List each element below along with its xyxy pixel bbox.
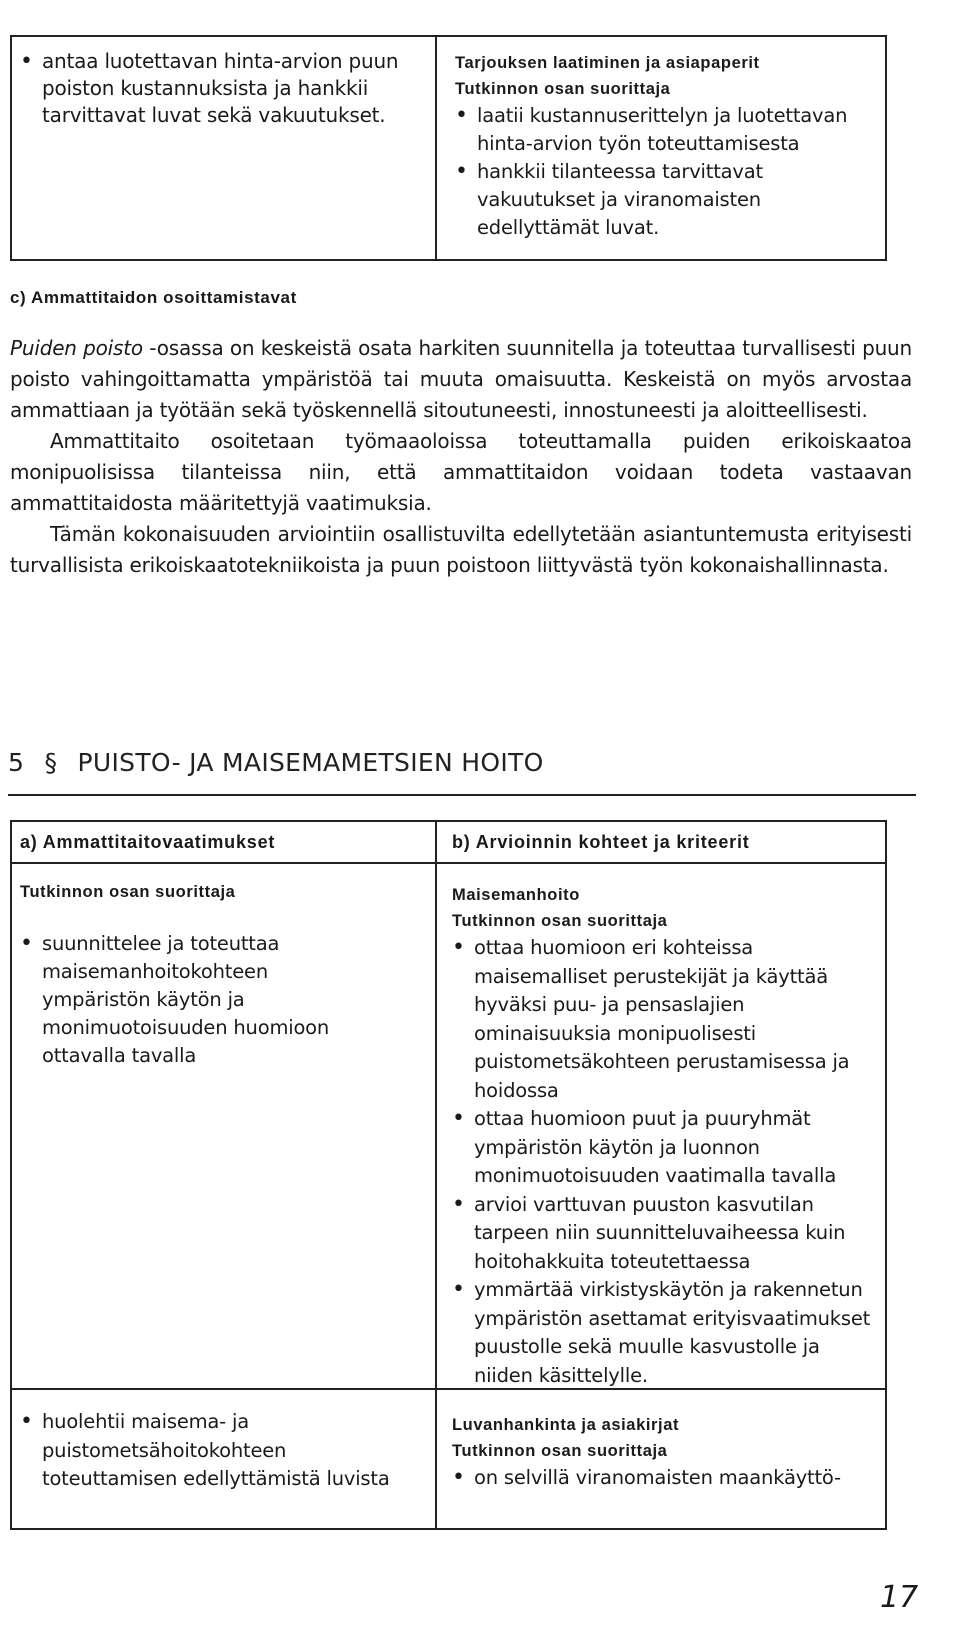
- paragraph-3: Tämän kokonaisuuden arviointiin osallistuvilta edellytetään asiantuntemusta erityisesti turvallisista erikoiskaatotekniikoista ja puun poistoon liittyvästä työn kokonaishallinnasta.: [10, 522, 912, 577]
- section-c-heading: c) Ammattitaidon osoittamistavat: [10, 288, 297, 307]
- list-item: • ottaa huomioon eri kohteissa maisemalliset perustekijät ja käyttää hyväksi puu- ja pensaslajien ominaisuuksia monipuolisesti puistometsäkohteen perustamisessa ja hoidossa: [452, 934, 877, 1105]
- row1-col-b: [452, 882, 877, 1390]
- row2-col-b: [452, 1412, 877, 1492]
- top-box-left-column: [20, 48, 420, 129]
- list-item: • antaa luotettavan hinta-arvion puun poiston kustannuksista ja hankkii tarvittavat luvat sekä vakuutukset.: [20, 48, 420, 129]
- paragraph-1: [10, 333, 912, 426]
- list-item: • on selvillä viranomaisten maankäyttö-: [452, 1464, 877, 1492]
- list-item: • laatii kustannuserittelyn ja luotettavan hinta-arvion työn toteuttamisesta: [455, 102, 875, 158]
- section-title: [8, 748, 544, 777]
- column-b-header: b) Arvioinnin kohteet ja kriteerit: [452, 832, 750, 852]
- row2-col-a: [20, 1408, 420, 1494]
- column-a-header: a) Ammattitaitovaatimukset: [20, 832, 276, 852]
- landscape-heading: Maisemanhoito: [452, 886, 580, 904]
- performer-subheading: Tutkinnon osan suorittaja: [20, 883, 236, 901]
- section-symbol: §: [44, 748, 58, 777]
- top-box-divider: [435, 35, 437, 261]
- list-item: • suunnittelee ja toteuttaa maisemanhoitokohteen ympäristön käytön ja monimuotoisuuden huomioon ottavalla tavalla: [20, 930, 420, 1070]
- row1-col-a: [20, 880, 420, 1070]
- performer-subheading: Tutkinnon osan suorittaja: [452, 912, 668, 930]
- permits-heading: Luvanhankinta ja asiakirjat: [452, 1416, 680, 1434]
- table-column-divider: [435, 820, 437, 1530]
- section-title-text: PUISTO- JA MAISEMAMETSIEN HOITO: [77, 748, 544, 777]
- section-number: 5: [8, 748, 25, 777]
- list-item: • hankkii tilanteessa tarvittavat vakuutukset ja viranomaisten edellyttämät luvat.: [455, 158, 875, 242]
- performer-subheading: Tutkinnon osan suorittaja: [455, 80, 671, 98]
- list-item: • ymmärtää virkistyskäytön ja rakennetun ympäristön asettamat erityisvaatimukset puustolle sekä muulle kasvustolle ja niiden käsittelylle.: [452, 1276, 877, 1390]
- section-title-rule: [8, 794, 916, 796]
- tender-heading: Tarjouksen laatiminen ja asiapaperit: [455, 54, 760, 72]
- italic-term: Puiden poisto: [10, 336, 143, 360]
- list-item: • huolehtii maisema- ja puistometsähoitokohteen toteuttamisen edellyttämistä luvista: [20, 1408, 420, 1494]
- section-c-body: [10, 333, 912, 581]
- top-box-right-column: [455, 50, 875, 242]
- page-number: 17: [880, 1580, 919, 1615]
- paragraph-2: Ammattitaito osoitetaan työmaaoloissa toteuttamalla puiden erikoiskaatoa monipuolisissa tilanteissa niin, että ammattitaidon voidaan todeta vastaavan ammattitaidosta määritettyjä vaatimuksia.: [10, 429, 912, 515]
- table-header-rule: [10, 862, 887, 864]
- performer-subheading: Tutkinnon osan suorittaja: [452, 1442, 668, 1460]
- paragraph-text: -osassa on keskeistä osata harkiten suunnitella ja toteuttaa turvallisesti puun poisto vahingoittamatta ympäristöä tai muuta omaisuutta. Keskeistä on myös arvostaa ammattiaan ja työtään sekä työskennellä sitoutuneesti, innostuneesti ja aloitteellisesti.: [10, 336, 913, 422]
- list-item: • ottaa huomioon puut ja puuryhmät ympäristön käytön ja luonnon monimuotoisuuden vaatimalla tavalla: [452, 1105, 877, 1191]
- list-item: • arvioi varttuvan puuston kasvutilan tarpeen niin suunnitteluvaiheessa kuin hoitohakkuita toteutettaessa: [452, 1191, 877, 1277]
